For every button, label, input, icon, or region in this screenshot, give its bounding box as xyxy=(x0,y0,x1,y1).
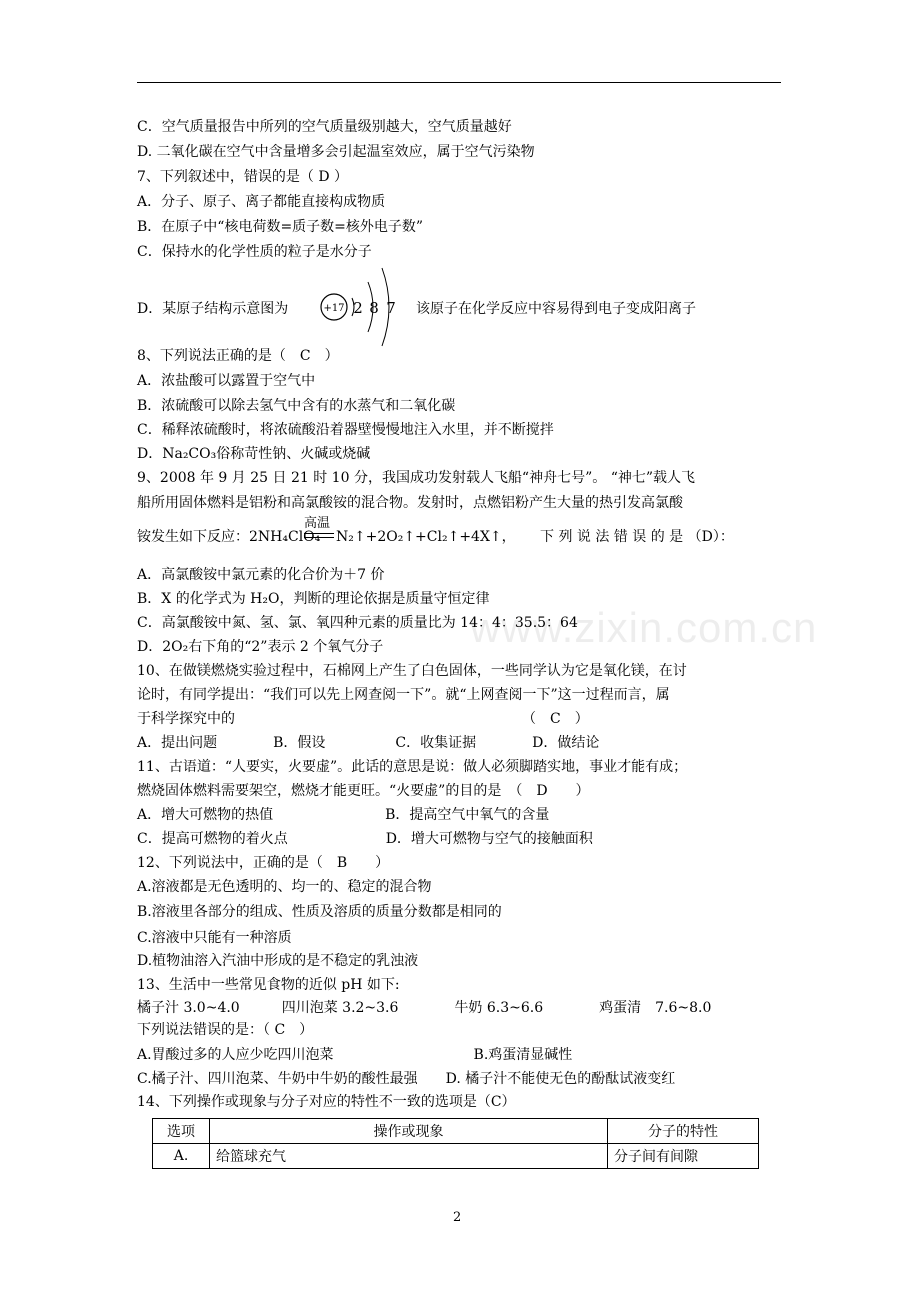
atom-structure-diagram xyxy=(318,262,408,352)
header-rule xyxy=(137,82,781,83)
option-12a: A.溶液都是无色透明的、均一的、稳定的混合物 xyxy=(137,879,432,895)
table-cell-property: 分子间有间隙 xyxy=(608,1144,759,1169)
option-8c: C．稀释浓硫酸时，将浓硫酸沿着器壁慢慢地注入水里，并不断搅拌 xyxy=(137,422,554,438)
table-cell-operation: 给篮球充气 xyxy=(210,1144,608,1169)
question-9-prompt: 下 列 说 法 错 误 的 是 （D）： xyxy=(540,529,734,545)
table-cell-option: A. xyxy=(153,1144,210,1169)
molecule-property-table xyxy=(152,1118,759,1169)
equation-equals-sign xyxy=(304,533,334,538)
atom-shell-1: 2 xyxy=(353,299,363,317)
question-9-line1: 9、2008 年 9 月 25 日 21 时 10 分，我国成功发射载人飞船“神舟七号”。 “神七”载人飞 xyxy=(137,470,696,486)
option-9c: C．高氯酸铵中氮、氢、氯、氧四种元素的质量比为 14：4：35.5：64 xyxy=(137,615,578,631)
atom-shell-2: 8 xyxy=(369,299,379,317)
option-8a: A．浓盐酸可以露置于空气中 xyxy=(137,373,316,389)
option-7b: B．在原子中“核电荷数=质子数=核外电子数” xyxy=(137,219,424,235)
question-10-line2: 论时，有同学提出：“我们可以先上网查阅一下”。就“上网查阅一下”这一过程而言，属 xyxy=(137,687,670,703)
option-12d: D.植物油溶入汽油中形成的是不稳定的乳浊液 xyxy=(137,953,419,969)
question-13-prompt: 下列说法错误的是：（ C ） xyxy=(137,1022,314,1038)
question-14: 14、下列操作或现象与分子对应的特性不一致的选项是（C） xyxy=(137,1094,516,1110)
question-11-line2: 燃烧固体燃料需要架空，燃烧才能更旺。“火要虚”的目的是 （ D ） xyxy=(137,783,590,799)
table-row xyxy=(153,1144,759,1169)
question-11-options-cd: C．提高可燃物的着火点 D．增大可燃物与空气的接触面积 xyxy=(137,831,593,847)
option-7c: C．保持水的化学性质的粒子是水分子 xyxy=(137,244,372,260)
question-11-line1: 11、古语道：“人要实，火要虚”。此话的意思是说：做人必须脚踏实地，事业才能有成； xyxy=(137,759,688,775)
option-12b: B.溶液里各部分的组成、性质及溶质的质量分数都是相同的 xyxy=(137,904,502,920)
table-header-property: 分子的特性 xyxy=(608,1119,759,1144)
question-12: 12、下列说法中，正确的是（ B ） xyxy=(137,855,390,871)
question-10-line3: 于科学探究中的 （ C ） xyxy=(137,711,589,727)
option-8d: D．Na₂CO₃俗称苛性钠、火碱或烧碱 xyxy=(137,446,371,462)
table-header-row xyxy=(153,1119,759,1144)
question-10-options: A．提出问题 B．假设 C．收集证据 D．做结论 xyxy=(137,735,600,751)
equation-products: N₂↑+2O₂↑+Cl₂↑+4X↑， xyxy=(336,529,516,545)
equation-condition: 高温 xyxy=(304,516,331,531)
question-10-line1: 10、在做镁燃烧实验过程中，石棉网上产生了白色固体，一些同学认为它是氧化镁，在讨 xyxy=(137,663,687,679)
atom-nucleus-label: +17 xyxy=(323,303,345,314)
option-12c: C.溶液中只能有一种溶质 xyxy=(137,930,292,946)
question-9-line2: 船所用固体燃料是铝粉和高氯酸铵的混合物。发射时，点燃铝粉产生大量的热引发高氯酸 xyxy=(137,495,683,511)
question-13-options-ab: A.胃酸过多的人应少吃四川泡菜 B.鸡蛋清显碱性 xyxy=(137,1047,573,1063)
question-13: 13、生活中一些常见食物的近似 pH 如下: xyxy=(137,977,400,993)
table-header-operation: 操作或现象 xyxy=(210,1119,608,1144)
option-9a: A．高氯酸铵中氯元素的化合价为＋7 价 xyxy=(137,567,385,583)
atom-shell-3: 7 xyxy=(386,299,396,317)
question-8: 8、下列说法正确的是（ C ） xyxy=(137,348,339,364)
question-11-options-ab: A．增大可燃物的热值 B．提高空气中氧气的含量 xyxy=(137,807,550,823)
option-6d: D. 二氧化碳在空气中含量增多会引起温室效应，属于空气污染物 xyxy=(137,144,535,160)
option-9d: D．2O₂右下角的“2”表示 2 个氧气分子 xyxy=(137,639,384,655)
equation-reactant: 铵发生如下反应：2NH₄ClO₄ xyxy=(137,529,321,545)
option-7d: D．某原子结构示意图为 xyxy=(137,301,289,317)
question-13-options-cd: C.橘子汁、四川泡菜、牛奶中牛奶的酸性最强 D. 橘子汁不能使无色的酚酞试液变红 xyxy=(137,1071,676,1087)
option-7a: A．分子、原子、离子都能直接构成物质 xyxy=(137,194,386,210)
page-number: 2 xyxy=(453,1210,462,1225)
option-9b: B．X 的化学式为 H₂O，判断的理论依据是质量守恒定律 xyxy=(137,591,490,607)
option-8b: B．浓硫酸可以除去氢气中含有的水蒸气和二氧化碳 xyxy=(137,398,456,414)
ph-values-line: 橘子汁 3.0~4.0 四川泡菜 3.2~3.6 牛奶 6.3~6.6 鸡蛋清 7.6~8.0 xyxy=(137,1000,712,1016)
table-header-option: 选项 xyxy=(153,1119,210,1144)
question-7: 7、下列叙述中，错误的是（ D ） xyxy=(137,169,349,185)
watermark: www.zixin.com.cn xyxy=(470,604,818,651)
option-7d-rest: 该原子在化学反应中容易得到电子变成阳离子 xyxy=(416,301,696,317)
option-6c: C．空气质量报告中所列的空气质量级别越大，空气质量越好 xyxy=(137,119,512,135)
